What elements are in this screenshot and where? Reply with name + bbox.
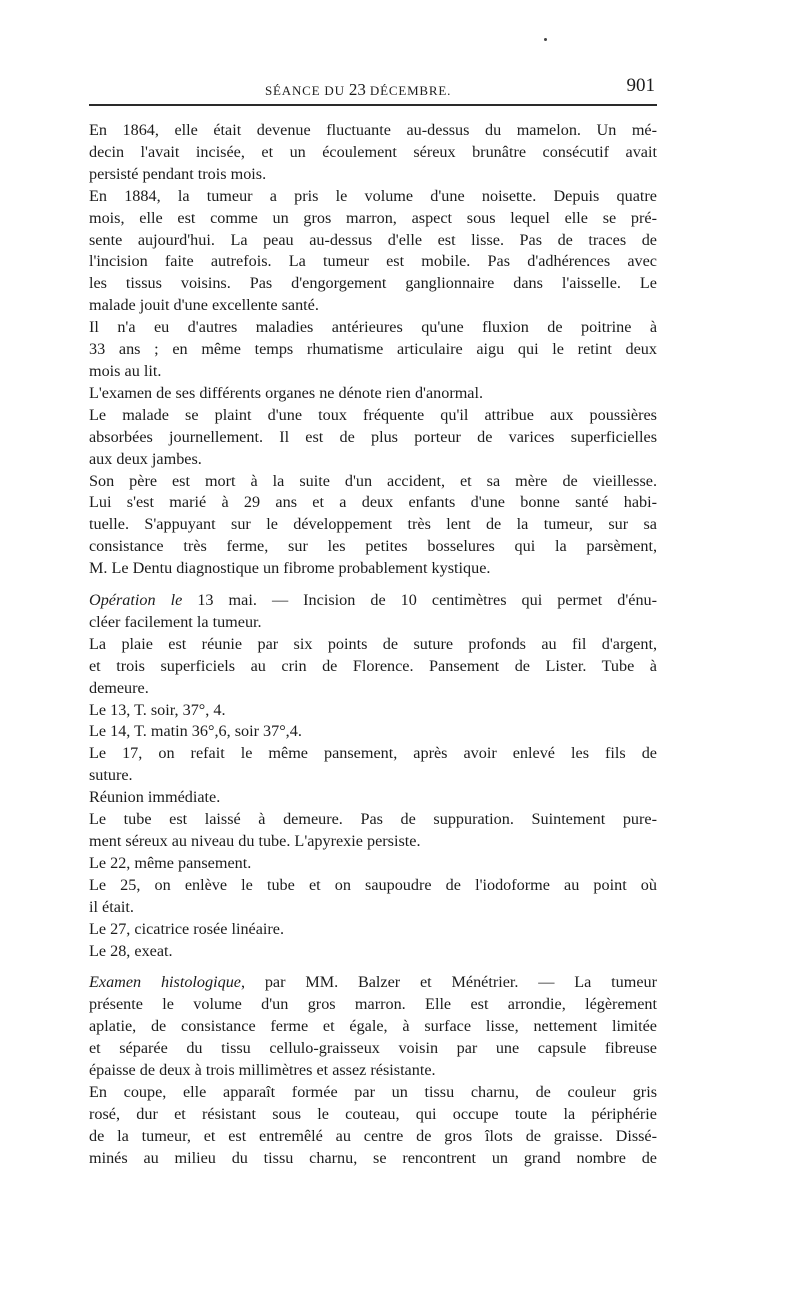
text-line: En 1884, la tumeur a pris le volume d'une noisette. Depuis quatre — [89, 186, 657, 205]
paragraph — [89, 492, 657, 580]
paragraph — [89, 317, 657, 383]
text-line: M. Le Dentu diagnostique un fibrome probablement kystique. — [89, 559, 491, 578]
text-line: Le 13, T. soir, 37°, 4. — [89, 700, 226, 719]
section-gap — [89, 962, 657, 972]
section-gap — [89, 580, 657, 590]
text-line: rosé, dur et résistant sous le couteau, qui occupe toute la périphérie — [89, 1104, 657, 1123]
text-line: demeure. — [89, 678, 149, 697]
text-line: decin l'avait incisée, et un écoulement séreux brunâtre consécutif avait — [89, 142, 657, 161]
text-line: l'incision faite autrefois. La tumeur est mobile. Pas d'adhérences avec — [89, 252, 657, 271]
text-line: persisté pendant trois mois. — [89, 164, 267, 183]
text-line: Le 22, même pansement. — [89, 853, 252, 872]
book-page — [89, 74, 658, 1167]
running-title — [265, 80, 451, 100]
header-rule — [89, 104, 657, 106]
text-line: En 1864, elle était devenue fluctuante au-dessus du mamelon. Un mé- — [89, 121, 657, 139]
paragraph — [89, 471, 657, 493]
text-line: mois, elle est comme un gros marron, aspect sous lequel elle se pré- — [89, 208, 657, 227]
running-title-suffix: DÉCEMBRE. — [369, 83, 452, 98]
text-line: En coupe, elle apparaît formée par un tissu charnu, de couleur gris — [89, 1082, 657, 1101]
text-line: Le tube est laissé à demeure. Pas de suppuration. Suintement pure- — [89, 810, 657, 829]
text-line: Le 28, exeat. — [89, 941, 173, 960]
text-line: mois au lit. — [89, 361, 162, 380]
text-line: tuelle. S'appuyant sur le développement très lent de la tumeur, sur sa — [89, 515, 657, 534]
text-line — [89, 590, 657, 612]
paragraph — [89, 919, 657, 941]
paragraph — [89, 186, 657, 317]
text-line: Lui s'est marié à 29 ans et a deux enfants d'une bonne santé habi- — [89, 493, 657, 512]
text-line: aux deux jambes. — [89, 449, 202, 468]
paragraph — [89, 383, 657, 405]
paragraph — [89, 634, 657, 700]
operation-text: — Incision de 10 centimètres qui permet d'énu- — [271, 591, 658, 610]
histology-heading: Examen histologique — [89, 973, 241, 992]
text-line: Le 17, on refait le même pansement, après avoir enlevé les fils de — [89, 744, 657, 763]
running-head — [89, 74, 657, 102]
paragraph — [89, 853, 657, 875]
paragraph — [89, 875, 657, 919]
paragraph — [89, 743, 657, 787]
paragraph — [89, 721, 657, 743]
paragraph — [89, 700, 657, 722]
text-line: 33 ans ; en même temps rhumatisme articulaire aigu qui le retint deux — [89, 340, 657, 359]
text-line: et trois superficiels au crin de Florence. Pansement de Lister. Tube à — [89, 656, 657, 675]
text-line: minés au milieu du tissu charnu, se rencontrent un grand nombre de — [89, 1148, 657, 1167]
text-line: Réunion immédiate. — [89, 788, 221, 807]
paragraph — [89, 972, 657, 1082]
text-line: ment séreux au niveau du tube. L'apyrexie persiste. — [89, 832, 421, 850]
running-title-day: 23 — [348, 80, 366, 99]
text-line — [89, 972, 657, 994]
text-line: La plaie est réunie par six points de suture profonds au fil d'argent, — [89, 634, 657, 653]
text-line: de la tumeur, et est entremêlé au centre de gros îlots de graisse. Dissé- — [89, 1126, 657, 1145]
paragraph — [89, 787, 657, 809]
paragraph — [89, 809, 657, 853]
text-line: suture. — [89, 766, 133, 785]
text-line: Le malade se plaint d'une toux fréquente qu'il attribue aux poussières — [89, 405, 657, 424]
page-number: 901 — [626, 75, 655, 96]
text-line: Son père est mort à la suite d'un accident, et sa mère de vieillesse. — [89, 471, 657, 490]
operation-heading: Opération le — [89, 591, 183, 610]
paragraph — [89, 120, 657, 186]
paragraph — [89, 941, 657, 963]
text-line: consistance très ferme, sur les petites bosselures qui la parsèment, — [89, 537, 657, 556]
text-line: il était. — [89, 897, 134, 916]
text-line: aplatie, de consistance ferme et égale, à surface lisse, nettement limitée — [89, 1017, 657, 1036]
text-line: L'examen de ses différents organes ne dénote rien d'anormal. — [89, 383, 484, 402]
ink-speck — [544, 38, 547, 41]
text-line: Le 14, T. matin 36°,6, soir 37°,4. — [89, 722, 302, 741]
paragraph — [89, 590, 657, 634]
text-line: malade jouit d'une excellente santé. — [89, 296, 319, 315]
text-line: épaisse de deux à trois millimètres et assez résistante. — [89, 1061, 436, 1080]
operation-date: 13 mai. — [197, 591, 257, 610]
text-line: absorbées journellement. Il est de plus porteur de varices superficielles — [89, 427, 657, 446]
text-line: cléer facilement la tumeur. — [89, 612, 262, 631]
paragraph — [89, 1082, 657, 1170]
text-line: et séparée du tissu cellulo-graisseux voisin par une capsule fibreuse — [89, 1039, 657, 1058]
text-line: Le 27, cicatrice rosée linéaire. — [89, 919, 285, 938]
running-title-prefix: SÉANCE DU — [265, 83, 345, 98]
text-line: Il n'a eu d'autres maladies antérieures qu'une fluxion de poitrine à — [89, 318, 657, 337]
paragraph — [89, 405, 657, 471]
histology-text: , par MM. Balzer et Ménétrier. — La tumeur — [240, 973, 657, 992]
text-line: Le 25, on enlève le tube et on saupoudre de l'iodoforme au point où — [89, 875, 657, 894]
text-line: présente le volume d'un gros marron. Elle est arrondie, légèrement — [89, 995, 657, 1014]
text-line: sente aujourd'hui. La peau au-dessus d'elle est lisse. Pas de traces de — [89, 230, 657, 249]
text-line: les tissus voisins. Pas d'engorgement ganglionnaire dans l'aisselle. Le — [89, 274, 657, 293]
body-text — [89, 120, 657, 1170]
